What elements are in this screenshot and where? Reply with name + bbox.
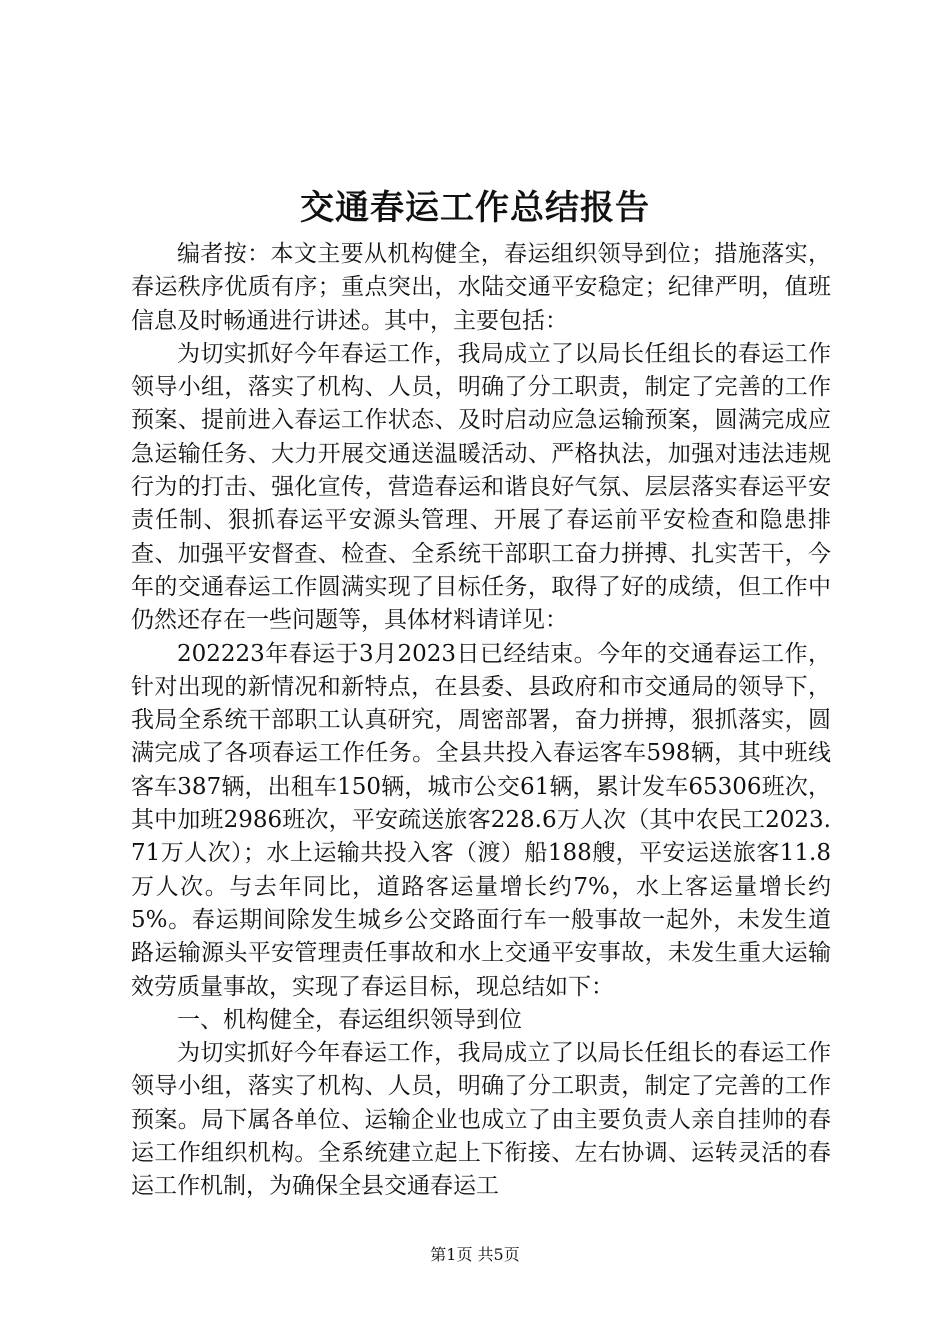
document-body [131, 238, 831, 1204]
paragraph-overview: 202223年春运于3月2023日已经结束。今年的交通春运工作，针对出现的新情况和新特点，在县委、县政府和市交通局的领导下，我局全系统干部职工认真研究，周密部署，奋力拼搏，狠抓落实，圆满完成了各项春运工作任务。全县共投入春运客车598辆，其中班线客车387辆，出租车150辆，城市公交61辆，累计发车65306班次，其中加班2986班次，平安疏送旅客228.6万人次（其中农民工2023.71万人次）；水上运输共投入客（渡）船188艘，平安运送旅客11.8万人次。与去年同比，道路客运量增长约7%，水上客运量增长约5%。春运期间除发生城乡公交路面行车一般事故一起外，未发生道路运输源头平安管理责任事故和水上交通平安事故，未发生重大运输效劳质量事故，实现了春运目标，现总结如下： [131, 640, 831, 1000]
document-title: 交通春运工作总结报告 [300, 188, 650, 228]
section-heading: 一、机构健全，春运组织领导到位 [177, 1006, 522, 1033]
paragraph-summary: 为切实抓好今年春运工作，我局成立了以局长任组长的春运工作领导小组，落实了机构、人员，明确了分工职责，制定了完善的工作预案、提前进入春运工作状态、及时启动应急运输预案，圆满完成应急运输任务、大力开展交通送温暖活动、严格执法，加强对违法违规行为的打击、强化宣传，营造春运和谐良好气氛、层层落实春运平安责任制、狠抓春运平安源头管理、开展了春运前平安检查和隐患排查、加强平安督查、检查、全系统干部职工奋力拼搏、扎实苦干，今年的交通春运工作圆满实现了目标任务，取得了好的成绩，但工作中仍然还存在一些问题等，具体材料请详见： [131, 340, 831, 634]
paragraph-editor-note: 编者按：本文主要从机构健全，春运组织领导到位；措施落实，春运秩序优质有序；重点突出，水陆交通平安稳定；纪律严明，值班信息及时畅通进行讲述。其中，主要包括： [131, 241, 831, 334]
paragraph-section-1: 为切实抓好今年春运工作，我局成立了以局长任组长的春运工作领导小组，落实了机构、人员，明确了分工职责，制定了完善的工作预案。局下属各单位、运输企业也成立了由主要负责人亲自挂帅的春运工作组织机构。全系统建立起上下衔接、左右协调、运转灵活的春运工作机制，为确保全县交通春运工 [131, 1040, 831, 1200]
page-footer: 第1页 共5页 [430, 1245, 520, 1264]
